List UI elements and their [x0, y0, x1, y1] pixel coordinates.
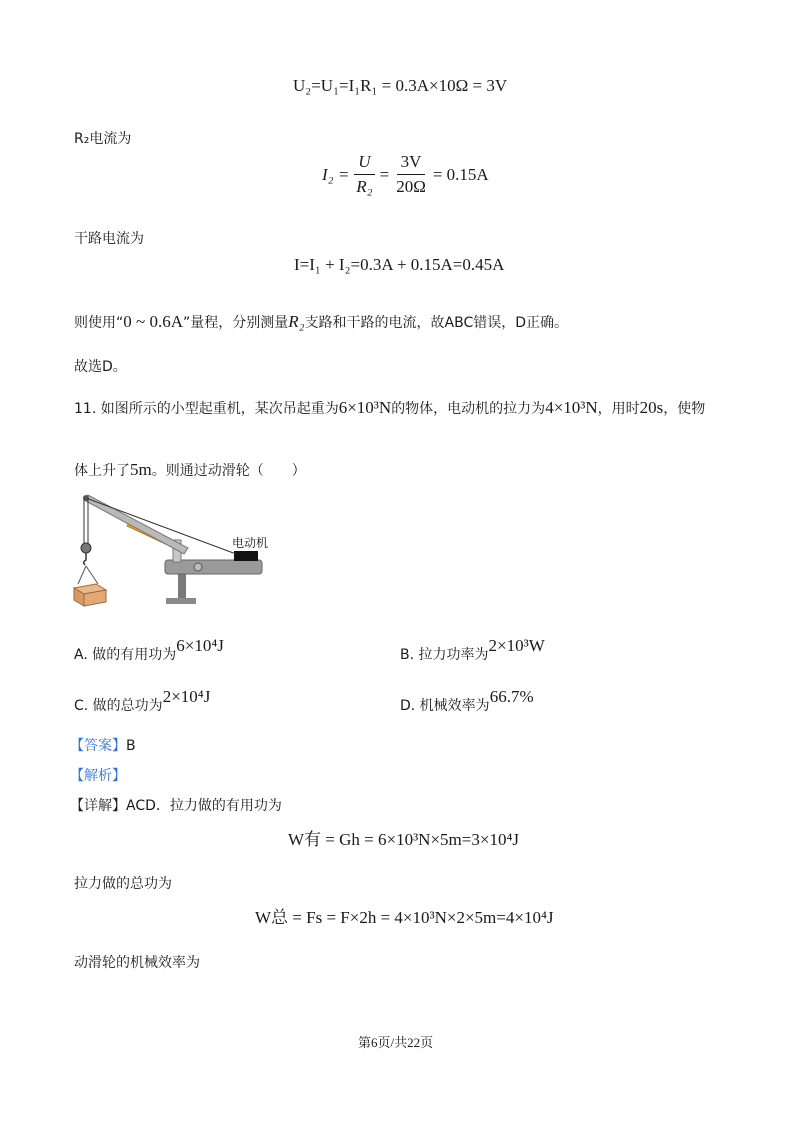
- option-c[interactable]: [74, 687, 211, 715]
- choose-d: 故选D。: [74, 359, 127, 375]
- option-a[interactable]: [74, 636, 224, 664]
- eq2-result: = 0.15A: [432, 164, 489, 184]
- conclusion-range: 0 ~ 0.6A: [123, 312, 183, 331]
- q11-mid1: 的物体，电动机的拉力为: [391, 401, 546, 417]
- q11-pre: 11. 如图所示的小型起重机，某次吊起重为: [74, 401, 339, 417]
- q11-time: 20s: [639, 398, 664, 417]
- question-11-line1: [74, 398, 705, 418]
- equation-total-work: W总 = Fs = F×2h = 4×10³N×2×5m=4×10⁴J: [255, 908, 554, 927]
- q11-pull: 4×10³N: [545, 398, 598, 417]
- q11-weight: 6×10³N: [338, 398, 392, 417]
- option-c-value: 2×10⁴J: [162, 687, 211, 706]
- crane-boom: [84, 495, 188, 554]
- q11-mid2: ，用时: [597, 401, 640, 417]
- eq2-equals: =: [379, 164, 390, 184]
- answer-line: [70, 735, 136, 755]
- q11-post: ，使物: [663, 401, 706, 417]
- option-b[interactable]: [400, 636, 545, 664]
- eq2-den2: 20Ω: [396, 177, 426, 196]
- question-11-line2: [74, 460, 306, 480]
- sling-right: [86, 566, 98, 584]
- option-b-text: B. 拉力功率为: [400, 647, 489, 663]
- page-footer: 第6页/共22页: [358, 1035, 434, 1050]
- equation-voltage: U₂=U₁=I₁R₁ = 0.3A×10Ω = 3V: [293, 76, 508, 95]
- crane-foot: [166, 598, 196, 604]
- eq2-frac1: [352, 152, 376, 197]
- answer-value: B: [126, 738, 136, 754]
- eq2-num2: 3V: [397, 152, 426, 175]
- efficiency-label: 动滑轮的机械效率为: [74, 955, 200, 971]
- q11-line2-post: 。则通过动滑轮（ ）: [151, 463, 306, 479]
- option-d-value: 66.7%: [489, 687, 534, 706]
- detail-text: ACD．拉力做的有用功为: [126, 798, 282, 814]
- detail-tag: 【详解】: [70, 798, 126, 814]
- eq2-lhs: I₂ =: [322, 164, 350, 184]
- crane-pivot: [194, 563, 202, 571]
- eq2-num1: U: [354, 152, 374, 175]
- crane-post: [178, 572, 186, 598]
- equation-i2: [322, 152, 489, 197]
- option-d[interactable]: [400, 687, 534, 715]
- equation-trunk: I=I₁ + I₂=0.3A + 0.15A=0.45A: [294, 255, 505, 274]
- motor-block: [234, 551, 258, 561]
- option-d-text: D. 机械效率为: [400, 698, 490, 714]
- crane-cable-top: [86, 498, 236, 554]
- sling-left: [78, 566, 86, 584]
- hook: [84, 553, 86, 565]
- answer-tag: 【答案】: [70, 738, 126, 754]
- eq2-den1: R₂: [356, 177, 373, 196]
- motor-label: 电动机: [232, 536, 269, 550]
- option-c-text: C. 做的总功为: [74, 698, 163, 714]
- conclusion-r2: R₂: [288, 312, 305, 331]
- option-b-value: 2×10³W: [488, 636, 545, 655]
- r2-current-label: R₂电流为: [74, 131, 132, 147]
- movable-pulley: [81, 543, 91, 553]
- conclusion-mid: ”量程，分别测量: [183, 315, 289, 331]
- conclusion-line: [74, 312, 568, 332]
- option-a-value: 6×10⁴J: [176, 636, 224, 655]
- detail-line: [70, 795, 282, 815]
- option-a-text: A. 做的有用功为: [74, 647, 177, 663]
- analysis-tag: 【解析】: [70, 768, 126, 784]
- q11-height: 5m: [130, 460, 152, 479]
- conclusion-pre: 则使用“: [74, 315, 124, 331]
- equation-useful-work: W有 = Gh = 6×10³N×5m=3×10⁴J: [288, 830, 519, 849]
- q11-line2-pre: 体上升了: [74, 463, 130, 479]
- trunk-current-label: 干路电流为: [74, 231, 144, 247]
- total-work-label: 拉力做的总功为: [74, 876, 172, 892]
- eq2-frac2: [392, 152, 430, 197]
- conclusion-post: 支路和干路的电流，故ABC错误，D正确。: [304, 315, 569, 331]
- crane-illustration: [70, 492, 280, 612]
